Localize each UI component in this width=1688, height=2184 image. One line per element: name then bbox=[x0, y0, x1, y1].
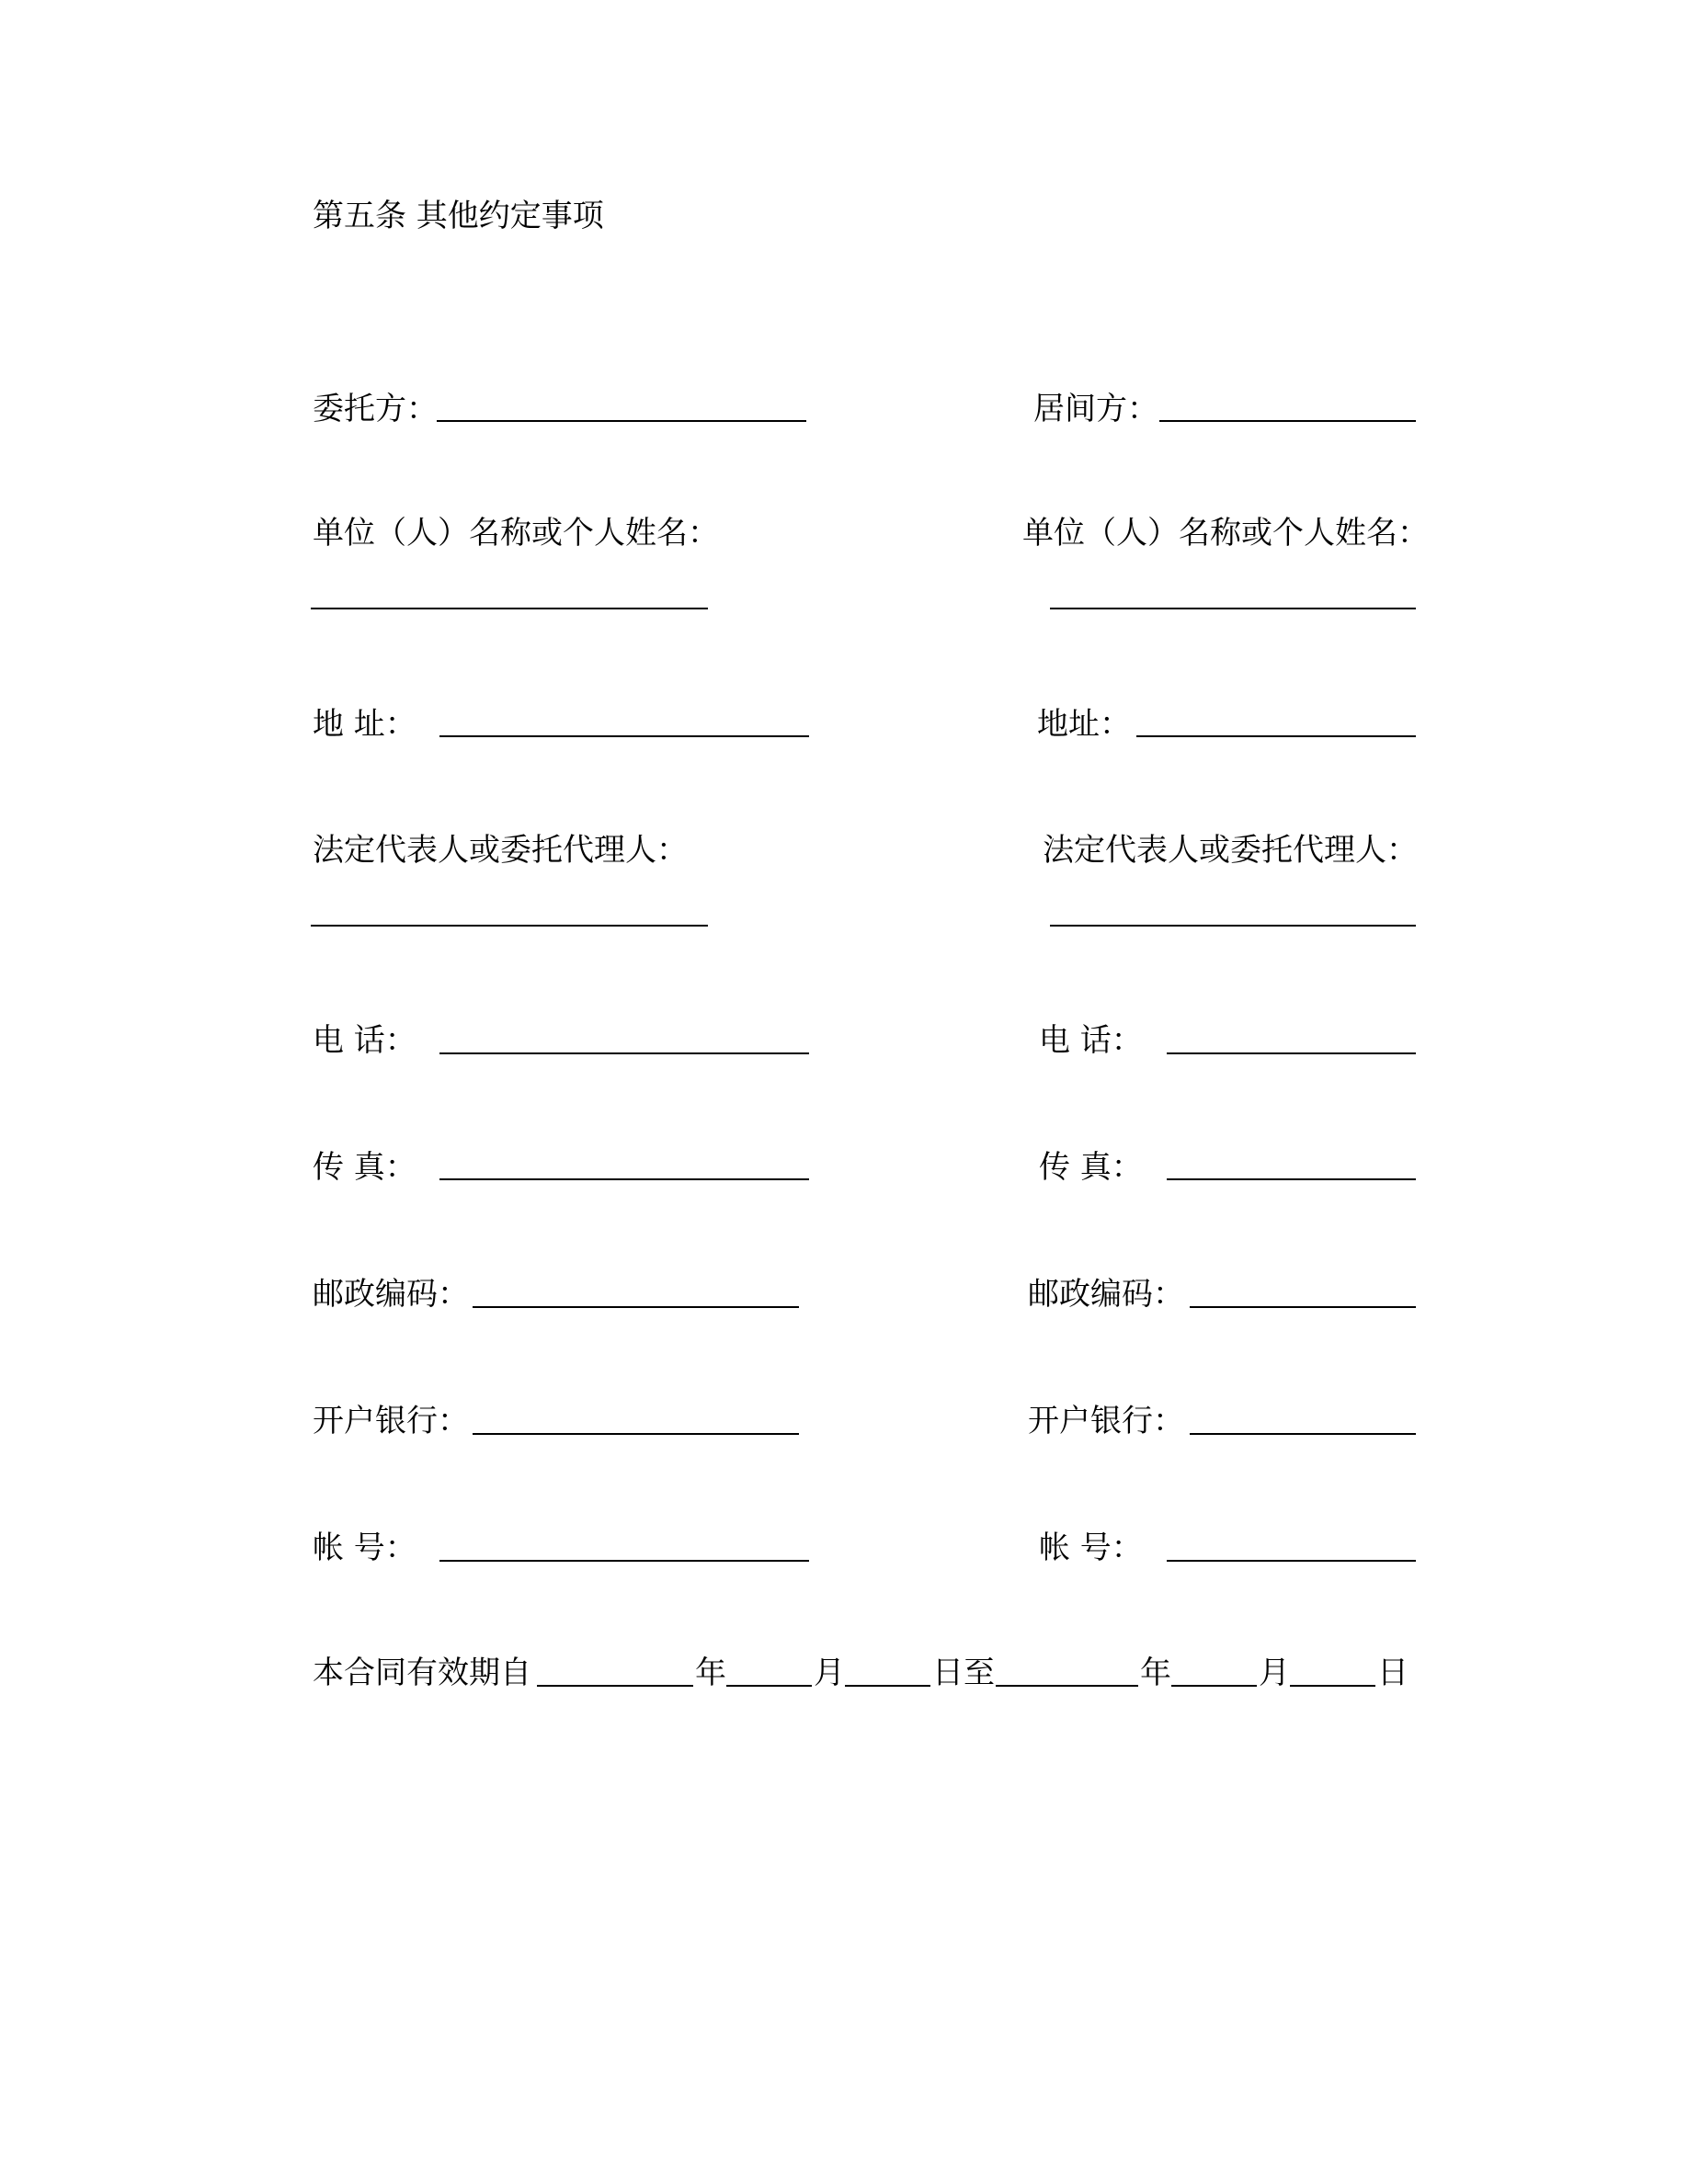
right-account-label: 帐 号： bbox=[1039, 1530, 1143, 1566]
right-rep-label: 法定代表人或委托代理人： bbox=[1043, 832, 1418, 869]
validity-month2-line[interactable] bbox=[1171, 1685, 1257, 1687]
right-bank-label: 开户银行： bbox=[1028, 1403, 1184, 1439]
validity-year2-line[interactable] bbox=[996, 1685, 1138, 1687]
validity-year1-label: 年 bbox=[695, 1655, 726, 1691]
left-bank-line[interactable] bbox=[473, 1433, 799, 1435]
validity-day2-label: 日 bbox=[1377, 1655, 1409, 1691]
right-party-label: 居间方： bbox=[1033, 391, 1158, 427]
right-address-line[interactable] bbox=[1136, 735, 1416, 737]
left-postcode-line[interactable] bbox=[473, 1306, 799, 1308]
right-name-label: 单位（人）名称或个人姓名： bbox=[1022, 515, 1429, 552]
left-postcode-label: 邮政编码： bbox=[313, 1276, 469, 1313]
validity-day2-line[interactable] bbox=[1290, 1685, 1375, 1687]
left-rep-line[interactable] bbox=[311, 925, 708, 927]
left-name-label: 单位（人）名称或个人姓名： bbox=[313, 515, 719, 552]
left-phone-label: 电 话： bbox=[313, 1022, 416, 1059]
validity-day1-label: 日至 bbox=[932, 1655, 995, 1691]
left-party-label: 委托方： bbox=[313, 391, 438, 427]
left-account-line[interactable] bbox=[439, 1560, 809, 1562]
left-bank-label: 开户银行： bbox=[313, 1403, 469, 1439]
validity-month1-label: 月 bbox=[814, 1655, 845, 1691]
right-account-line[interactable] bbox=[1167, 1560, 1416, 1562]
validity-prefix: 本合同有效期自 bbox=[313, 1655, 531, 1691]
section-heading: 第五条 其他约定事项 bbox=[313, 198, 604, 234]
right-party-line[interactable] bbox=[1159, 420, 1416, 422]
left-address-label: 地 址： bbox=[313, 706, 416, 743]
right-phone-label: 电 话： bbox=[1039, 1022, 1143, 1059]
right-address-label: 地址： bbox=[1037, 706, 1131, 743]
right-postcode-label: 邮政编码： bbox=[1028, 1276, 1184, 1313]
right-rep-line[interactable] bbox=[1050, 925, 1416, 927]
left-party-line[interactable] bbox=[437, 420, 806, 422]
left-fax-label: 传 真： bbox=[313, 1149, 416, 1186]
validity-month1-line[interactable] bbox=[726, 1685, 812, 1687]
left-phone-line[interactable] bbox=[439, 1052, 809, 1054]
right-bank-line[interactable] bbox=[1190, 1433, 1416, 1435]
left-address-line[interactable] bbox=[439, 735, 809, 737]
left-rep-label: 法定代表人或委托代理人： bbox=[313, 832, 688, 869]
left-name-line[interactable] bbox=[311, 608, 708, 609]
right-phone-line[interactable] bbox=[1167, 1052, 1416, 1054]
validity-year1-line[interactable] bbox=[537, 1685, 693, 1687]
validity-month2-label: 月 bbox=[1259, 1655, 1290, 1691]
validity-year2-label: 年 bbox=[1140, 1655, 1171, 1691]
left-fax-line[interactable] bbox=[439, 1178, 809, 1180]
right-postcode-line[interactable] bbox=[1190, 1306, 1416, 1308]
right-fax-label: 传 真： bbox=[1039, 1149, 1143, 1186]
right-name-line[interactable] bbox=[1050, 608, 1416, 609]
validity-day1-line[interactable] bbox=[845, 1685, 930, 1687]
left-account-label: 帐 号： bbox=[313, 1530, 416, 1566]
right-fax-line[interactable] bbox=[1167, 1178, 1416, 1180]
